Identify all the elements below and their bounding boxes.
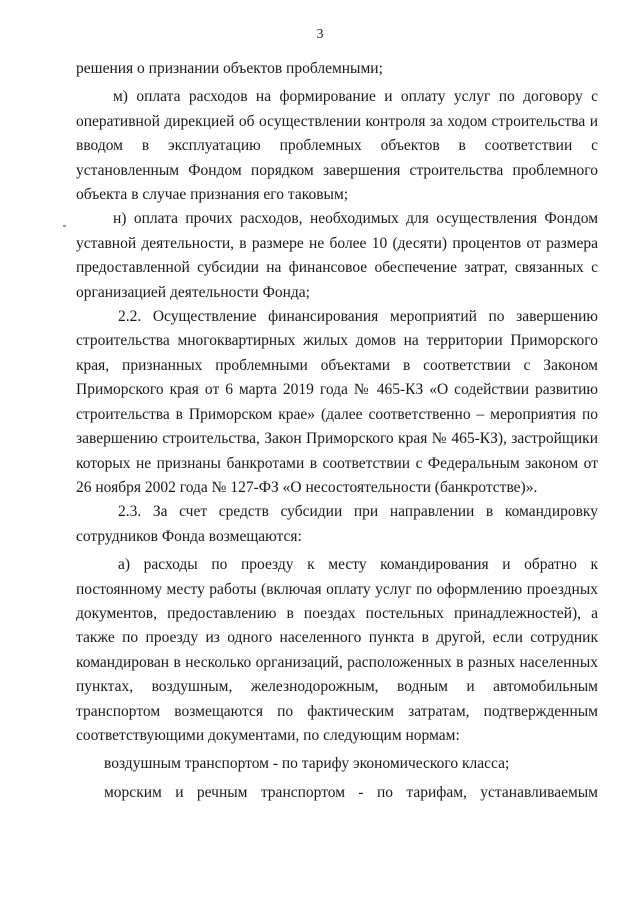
paragraph-sea-river-transport: морским и речным транспортом - по тарифам, устанавливаемым	[104, 783, 598, 801]
paragraph-continuation: решения о признании объектов проблемными;	[76, 60, 383, 77]
document-body	[76, 57, 598, 805]
paragraph-section-2-3: 2.3. За счет средств субсидии при направлении в командировку сотрудников Фонда возмещаются:	[76, 503, 598, 545]
paragraph-item-m: м) оплата расходов на формирование и оплату услуг по договору с оперативной дирекцией об осуществлении контроля за ходом строительства и вводом в эксплуатацию проблемных объектов в соответствии с установленным Фондом порядком завершения строительства проблемного объекта в случае признания его таковым;	[76, 88, 598, 204]
scan-artifact	[63, 225, 66, 227]
page-number: 3	[316, 27, 324, 42]
paragraph-section-2-2: 2.2. Осуществление финансирования мероприятий по завершению строительства многоквартирных жилых домов на территории Приморского края, признанных проблемными объектами в соответствии с Законом Приморского края от 6 марта 2019 года № 465-КЗ «О содействии развитию строительства в Приморском крае» (далее соответственно – мероприятия по завершению строительства, Закон Приморского края № 465-КЗ), застройщики которых не признаны банкротами в соответствии с Федеральным законом от 26 ноября 2002 года № 127-ФЗ «О несостоятельности (банкротстве)».	[76, 308, 598, 496]
paragraph-air-transport: воздушным транспортом - по тарифу экономического класса;	[104, 755, 510, 773]
paragraph-item-a: а) расходы по проезду к месту командирования и обратно к постоянному месту работы (включая оплату услуг по оформлению проездных документов, предоставлению в поездах постельных принадлежностей), а также по проезду из одного населенного пункта в другой, если сотрудник командирован в несколько организаций, расположенных в разных населенных пунктах, воздушным, железнодорожным, водным и автомобильным транспортом возмещаются по фактическим затратам, подтвержденным соответствующими документами, по следующим нормам:	[76, 556, 598, 744]
paragraph-item-n: н) оплата прочих расходов, необходимых для осуществления Фондом уставной деятельности, в размере не более 10 (десяти) процентов от размера предоставленной субсидии на финансовое обеспечение затрат, связанных с организацией деятельности Фонда;	[76, 210, 598, 301]
